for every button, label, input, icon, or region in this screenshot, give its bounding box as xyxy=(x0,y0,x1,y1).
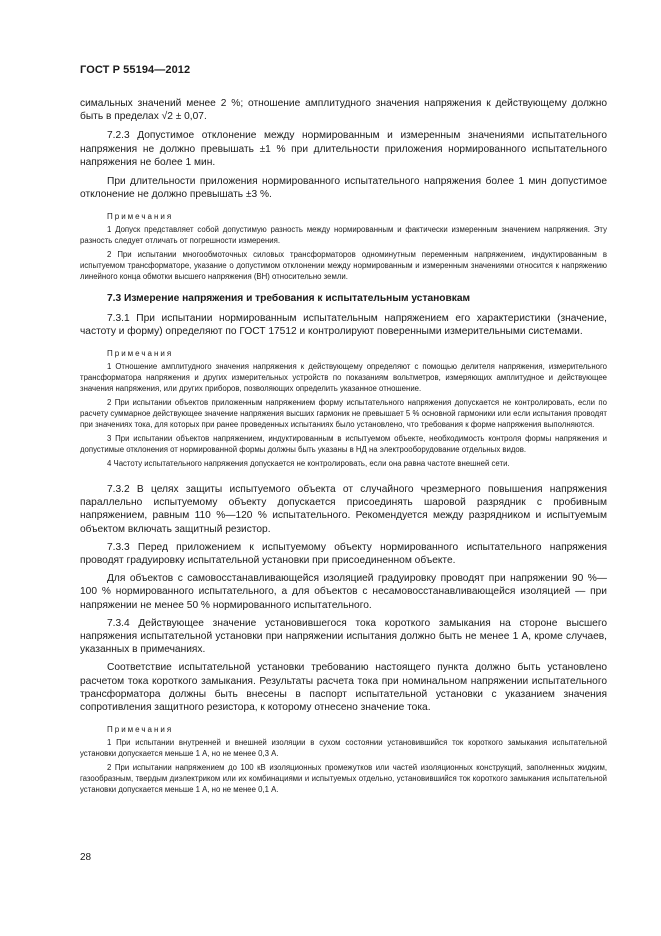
note-1-2: 2 При испытании многообмоточных силовых трансформаторов одноминутным переменным напряжением, индуктированным в испытуемом трансформаторе, указание о допустимом отклонении между нормированным и измеренным значениями относится к напряжению линейного конца обмотки высшего напряжения (ВН) относительно земли. xyxy=(80,250,607,282)
note-2-4: 4 Частоту испытательного напряжения допускается не контролировать, если она равна частоте внешней сети. xyxy=(107,459,510,469)
paragraph-7-3-4: 7.3.4 Действующее значение установившегося тока короткого замыкания на стороне высшего напряжения испытательной установки при напряжении испытания должно быть не менее 1 А, кроме случаев, указанных в примечаниях. xyxy=(80,617,607,656)
note-2-1: 1 Отношение амплитудного значения напряжения к действующему определяют с помощью делителя напряжения, измерительного трансформатора напряжения и других измерительных устройств по показаниям вольтметров, измеряющих амплитудное и действующее значения напряжения, или других приборов, позволяющих определить указанное отношение. xyxy=(80,362,607,394)
note-2-3: 3 При испытании объектов напряжением, индуктированным в испытуемом объекте, необходимость контроля формы напряжения и допустимые отклонения от нормированной формы должны быть указаны в НД на электрооборудование отдельных видов. xyxy=(80,434,607,455)
note-1-1: 1 Допуск представляет собой допустимую разность между нормированным и фактически измеренным значением напряжения. Эту разность следует отличать от погрешности измерения. xyxy=(80,225,607,246)
paragraph-7-3-4-b: Соответствие испытательной установки требованию настоящего пункта должно быть установлено расчетом тока короткого замыкания. Результаты расчета тока при номинальном напряжении испытательного трансформатора должны быть внесены в паспорт испытательной установки с указанием значения сопротивления защитного резистора, к которому отнесено значение тока. xyxy=(80,662,607,714)
document-header: ГОСТ Р 55194—2012 xyxy=(80,64,191,76)
note-3-1: 1 При испытании внутренней и внешней изоляции в сухом состоянии установившийся ток короткого замыкания испытательной установки допускается меньше 1 А, но не менее 0,3 А. xyxy=(80,738,607,759)
paragraph-7-2-3: 7.2.3 Допустимое отклонение между нормированным и измеренным значениями испытательного напряжения не должно превышать ±1 % при длительности приложения нормированного испытательного напряжения не более 1 мин. xyxy=(80,130,607,168)
note-3-2: 2 При испытании напряжением до 100 кВ изоляционных промежутков или частей изоляционных конструкций, заполненных жидким, газообразным, твердым диэлектриком или их комбинациями и испытуемых отдельно, установившийся ток короткого замыкания испытательной установки допускается меньше 1 А, но не менее 0,1 А. xyxy=(80,763,607,795)
paragraph-continuation: симальных значений менее 2 %; отношение амплитудного значения напряжения к действующему должно быть в пределах √2 ± 0,07. xyxy=(80,98,607,123)
note-2-2: 2 При испытании объектов приложенным напряжением форму испытательного напряжения допускается не контролировать, если по расчету суммарное действующее значение напряжения высших гармоник не превышает 5 % основной гармоники или если испытания проводят при значениях тока, для которых при ранее проведенных испытаниях было установлено, что требования к форме напряжения выполняются. xyxy=(80,398,607,430)
notes-heading-1: Примечания xyxy=(107,212,174,222)
notes-heading-3: Примечания xyxy=(107,725,174,735)
paragraph-7-3-3-b: Для объектов с самовосстанавливающейся изоляцией градуировку проводят при напряжении 90 %—100 % нормированного испытательного, а для объектов с несамовосстанавливающейся изоляцией — при напряжении не менее 50 % нормированного испытательного. xyxy=(80,573,607,611)
paragraph-7-3-3: 7.3.3 Перед приложением к испытуемому объекту нормированного испытательного напряжения проводят градуировку испытательной установки при присоединенном объекте. xyxy=(80,541,607,567)
section-heading-7-3: 7.3 Измерение напряжения и требования к испытательным установкам xyxy=(107,293,471,305)
paragraph-7-2-3-b: При длительности приложения нормированного испытательного напряжения более 1 мин допустимое отклонение не должно превышать ±3 %. xyxy=(80,176,607,201)
document-body xyxy=(80,97,607,795)
page-number: 28 xyxy=(80,852,92,863)
notes-heading-2: Примечания xyxy=(107,349,174,359)
paragraph-7-3-1: 7.3.1 При испытании нормированным испытательным напряжением его характеристики (значение, частоту и форму) определяют по ГОСТ 17512 и контролируют поверенными измерительными системами. xyxy=(80,312,607,337)
paragraph-7-3-2: 7.3.2 В целях защиты испытуемого объекта от случайного чрезмерного повышения напряжения параллельно испытуемому объекту допускается присоединять шаровой разрядник с пробивным напряжением, равным 110 %—120 % испытательного. Рекомендуется между разрядником и испытуемым объектом включать защитный резистор. xyxy=(80,484,607,535)
